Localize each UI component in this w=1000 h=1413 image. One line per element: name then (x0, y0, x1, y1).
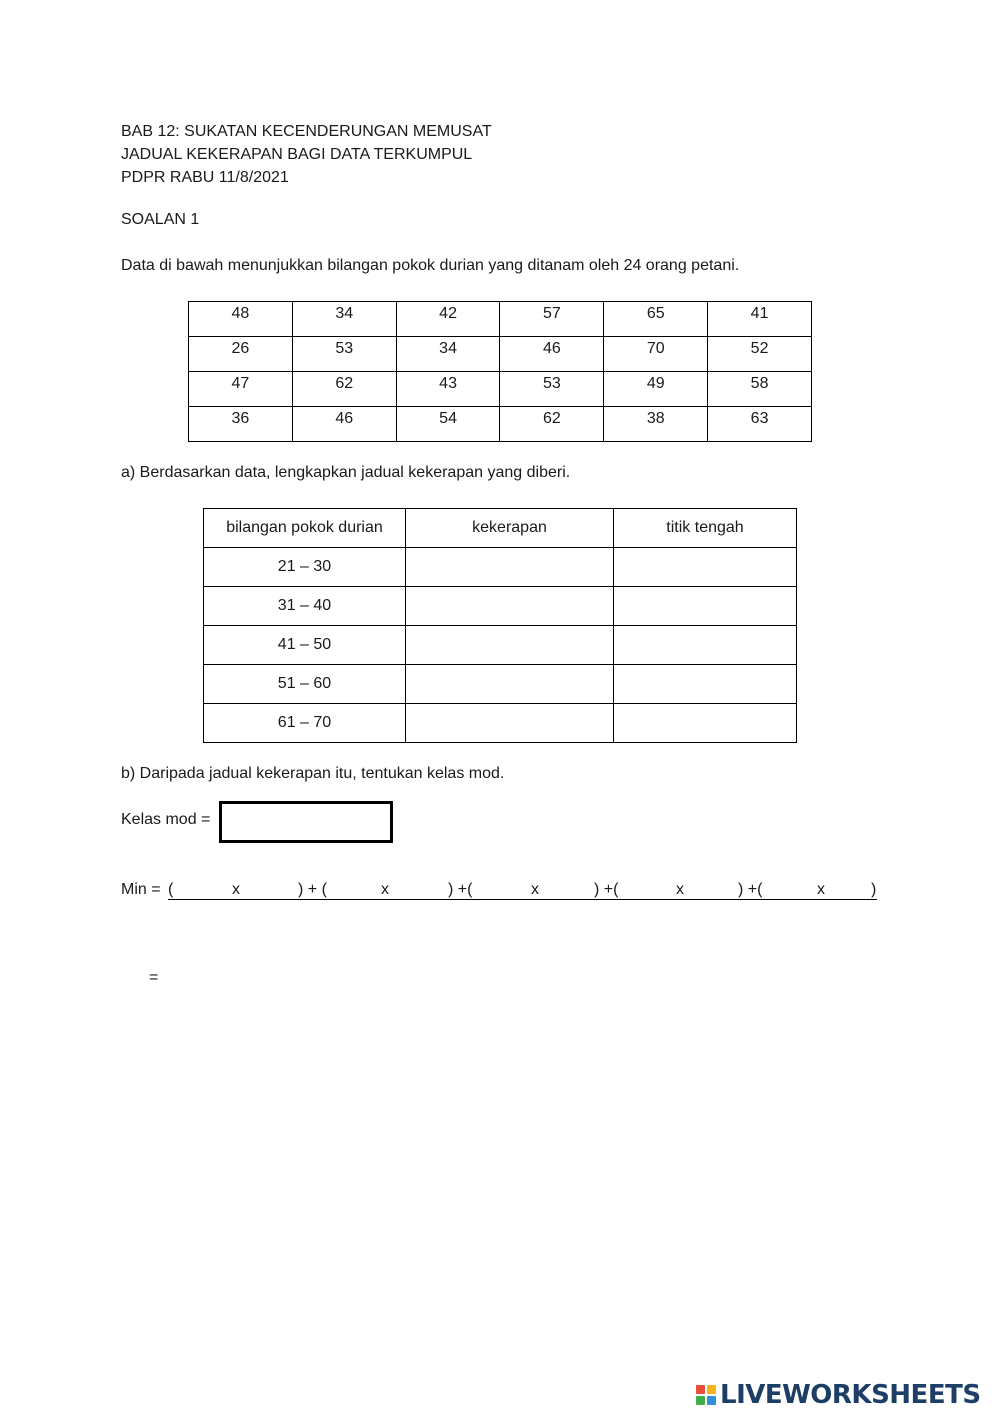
formula-close: ) (871, 881, 877, 898)
midpoint-input-cell (614, 587, 797, 626)
formula-x-3: x (531, 881, 539, 898)
midpoint-input-cell (614, 704, 797, 743)
midpoint-input-cell (614, 665, 797, 704)
frequency-table-header (204, 509, 797, 548)
formula-sep-2: ) +( (448, 881, 473, 898)
class-interval: 31 – 40 (204, 587, 406, 626)
data-cell: 58 (708, 372, 812, 407)
data-cell: 53 (500, 372, 604, 407)
logo-block (707, 1385, 716, 1394)
data-cell: 38 (604, 407, 708, 442)
frequency-input-cell (406, 548, 614, 587)
frequency-row (204, 548, 797, 587)
frequency-input[interactable] (406, 626, 613, 664)
data-row (189, 372, 812, 407)
data-cell: 57 (500, 302, 604, 337)
formula-x-1: x (232, 881, 240, 898)
data-cell: 41 (708, 302, 812, 337)
header-class: bilangan pokok durian (204, 509, 406, 548)
formula-x-5: x (817, 881, 825, 898)
frequency-row (204, 626, 797, 665)
mode-label: Kelas mod = (121, 811, 211, 828)
data-cell: 42 (396, 302, 500, 337)
frequency-row (204, 704, 797, 743)
formula-sep-3: ) +( (594, 881, 619, 898)
midpoint-input[interactable] (614, 704, 796, 742)
data-cell: 34 (292, 302, 396, 337)
question-intro: Data di bawah menunjukkan bilangan pokok durian yang ditanam oleh 24 orang petani. (121, 257, 740, 274)
data-cell: 26 (189, 337, 293, 372)
frequency-input-cell (406, 665, 614, 704)
midpoint-input[interactable] (614, 665, 796, 703)
frequency-row (204, 587, 797, 626)
midpoint-input[interactable] (614, 626, 796, 664)
formula-sep-1: ) + ( (298, 881, 327, 898)
mean-label: Min = (121, 881, 161, 898)
frequency-input[interactable] (406, 704, 613, 742)
data-cell: 52 (708, 337, 812, 372)
data-cell: 49 (604, 372, 708, 407)
formula-open-1: ( (168, 881, 174, 898)
header-midpoint: titik tengah (614, 509, 797, 548)
mode-class-answer-box[interactable] (219, 801, 393, 843)
data-row (189, 407, 812, 442)
class-interval: 21 – 30 (204, 548, 406, 587)
frequency-input-cell (406, 626, 614, 665)
frequency-input[interactable] (406, 587, 613, 625)
midpoint-input[interactable] (614, 587, 796, 625)
liveworksheets-logo (696, 1378, 981, 1412)
data-cell: 46 (292, 407, 396, 442)
question-label: SOALAN 1 (121, 211, 200, 228)
data-cell: 34 (396, 337, 500, 372)
data-row (189, 302, 812, 337)
mean-formula-underline (168, 879, 877, 900)
class-interval: 61 – 70 (204, 704, 406, 743)
data-cell: 36 (189, 407, 293, 442)
frequency-input[interactable] (406, 548, 613, 586)
formula-sep-4: ) +( (738, 881, 763, 898)
frequency-table (203, 508, 797, 743)
frequency-row (204, 665, 797, 704)
data-cell: 46 (500, 337, 604, 372)
frequency-input-cell (406, 587, 614, 626)
data-cell: 53 (292, 337, 396, 372)
data-row (189, 337, 812, 372)
midpoint-input-cell (614, 626, 797, 665)
frequency-input-cell (406, 704, 614, 743)
chapter-title: BAB 12: SUKATAN KECENDERUNGAN MEMUSAT (121, 123, 492, 140)
data-cell: 43 (396, 372, 500, 407)
data-cell: 63 (708, 407, 812, 442)
subtitle: JADUAL KEKERAPAN BAGI DATA TERKUMPUL (121, 146, 473, 163)
mean-equals: = (149, 969, 159, 986)
logo-block (707, 1396, 716, 1405)
part-a-instruction: a) Berdasarkan data, lengkapkan jadual kekerapan yang diberi. (121, 464, 571, 481)
part-b-instruction: b) Daripada jadual kekerapan itu, tentukan kelas mod. (121, 765, 505, 782)
raw-data-table (188, 301, 812, 442)
midpoint-input[interactable] (614, 548, 796, 586)
frequency-input[interactable] (406, 665, 613, 703)
data-cell: 70 (604, 337, 708, 372)
class-interval: 51 – 60 (204, 665, 406, 704)
formula-x-4: x (676, 881, 684, 898)
logo-mark-icon (696, 1385, 716, 1405)
formula-x-2: x (381, 881, 389, 898)
logo-block (696, 1396, 705, 1405)
data-cell: 62 (292, 372, 396, 407)
class-interval: 41 – 50 (204, 626, 406, 665)
date-line: PDPR RABU 11/8/2021 (121, 169, 289, 186)
midpoint-input-cell (614, 548, 797, 587)
header-frequency: kekerapan (406, 509, 614, 548)
logo-wordmark: LIVEWORKSHEETS (720, 1380, 981, 1410)
logo-block (696, 1385, 705, 1394)
data-cell: 47 (189, 372, 293, 407)
data-cell: 48 (189, 302, 293, 337)
data-cell: 62 (500, 407, 604, 442)
data-cell: 65 (604, 302, 708, 337)
data-cell: 54 (396, 407, 500, 442)
